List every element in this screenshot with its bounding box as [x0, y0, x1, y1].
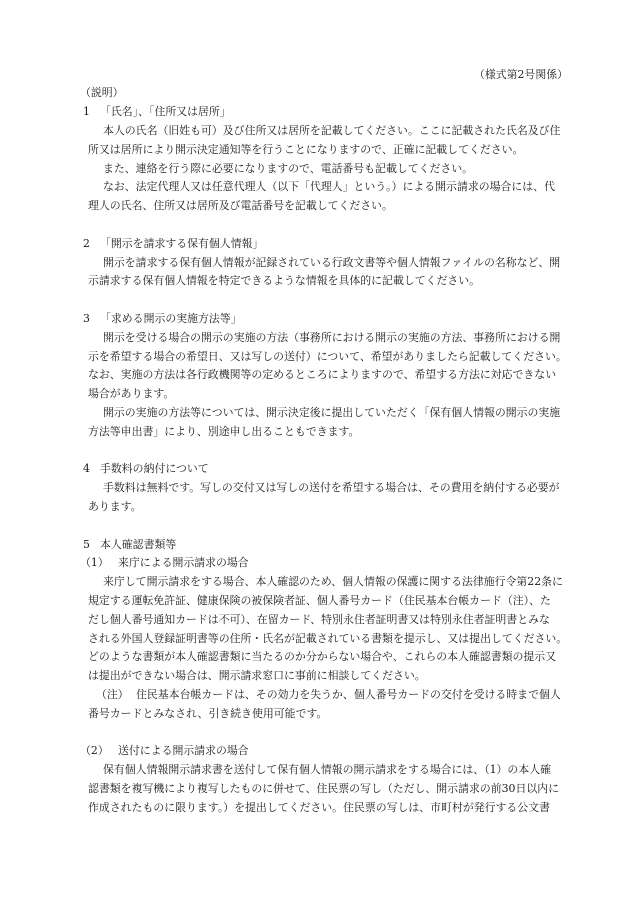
subsection-number: （2）: [80, 744, 109, 758]
paragraph-line: あります。: [88, 499, 142, 513]
subsection-number: （1）: [80, 556, 109, 570]
section-title: 手数料の納付について: [100, 462, 209, 476]
section-number: 4: [83, 462, 90, 476]
section-number: 2: [83, 236, 90, 250]
paragraph-line: 本人の氏名（旧姓も可）及び住所又は居所を記載してください。ここに記載された氏名及び住: [103, 123, 561, 137]
paragraph-line: 手数料は無料です。写しの交付又は写しの送付を希望する場合は、その費用を納付する必要が: [103, 481, 560, 495]
paragraph-line: 方法等申出書」により、別途申し出ることもできます。: [88, 424, 360, 438]
paragraph-line: 規定する運転免許証、健康保険の被保険者証、個人番号カード（住民基本台帳カード（注）、た: [88, 593, 551, 607]
section-number: 3: [83, 311, 90, 325]
paragraph-line: どのような書類が本人確認書類に当たるのか分からない場合や、これらの本人確認書類の提示又: [88, 650, 557, 664]
paragraph-line: 理人の氏名、住所又は居所及び電話番号を記載してください。: [88, 199, 393, 213]
note-text: 住民基本台帳カードは、その効力を失うか、個人番号カードの交付を受ける時まで個人: [136, 687, 561, 701]
section-4-heading: [0, 460, 630, 479]
form-reference: （様式第2号関係）: [473, 67, 568, 81]
section-number: 1: [83, 105, 90, 119]
section-title: 本人確認書類等: [100, 537, 177, 551]
note-line: 番号カードとみなされ、引き続き使用可能です。: [88, 706, 328, 720]
paragraph-line: 所又は居所により開示決定通知等を行うことになりますので、正確に記載してください。: [88, 142, 524, 156]
paragraph-line: 開示を受ける場合の開示の実施の方法（事務所における開示の実施の方法、事務所における開: [103, 330, 561, 344]
paragraph-line: 示請求する保有個人情報を特定できるような情報を具体的に記載してください。: [88, 274, 481, 288]
paragraph-line: 示を希望する場合の希望日、又は写しの送付）について、希望がありましたら記載してください。: [88, 349, 567, 363]
spacer: [0, 442, 630, 461]
section-title: 「開示を請求する保有個人情報」: [100, 236, 264, 250]
spacer: [0, 291, 630, 310]
paragraph-line: 場合があります。: [88, 387, 175, 401]
note-line: [0, 686, 630, 705]
subsection-2-heading: [0, 742, 630, 761]
paragraph-line: また、連絡を行う際に必要になりますので、電話番号も記載してください。: [103, 161, 474, 175]
paragraph-line: 開示を請求する保有個人情報が記録されている行政文書等や個人情報ファイルの名称など、開: [103, 255, 561, 269]
paragraph-line: 開示の実施の方法等については、開示決定後に提出していただく「保有個人情報の開示の実施: [103, 405, 561, 419]
note-label: （注）: [96, 687, 129, 701]
paragraph-line: は提出ができない場合は、開示請求窓口に事前に相談してください。: [88, 669, 426, 683]
explanation-label: （説明）: [80, 86, 124, 100]
paragraph-line: だし個人番号通知カードは不可）、在留カード、特別永住者証明書又は特別永住者証明書とみな: [88, 612, 550, 626]
section-1-heading: [0, 103, 630, 122]
paragraph-line: 来庁して開示請求をする場合、本人確認のため、個人情報の保護に関する法律施行令第22条に: [103, 575, 563, 589]
paragraph-line: なお、実施の方法は各行政機関等の定めるところによりますので、希望する方法に対応できない: [88, 368, 557, 382]
section-number: 5: [83, 537, 90, 551]
paragraph-line: される外国人登録証明書等の住所・氏名が記載されている書類を提示し、又は提出してください。: [88, 631, 568, 645]
document-page: [0, 66, 630, 818]
paragraph-line: 作成されたものに限ります。）を提出してください。住民票の写しは、市町村が発行する公文書: [88, 800, 550, 814]
subsection-title: 送付による開示請求の場合: [118, 744, 249, 758]
spacer: [0, 216, 630, 235]
paragraph-line: 認書類を複写機により複写したものに併せて、住民票の写し（ただし、開示請求の前30日以内に: [88, 781, 560, 795]
section-3-heading: [0, 310, 630, 329]
section-2-heading: [0, 235, 630, 254]
spacer: [0, 517, 630, 536]
section-title: 「求める開示の実施方法等」: [100, 311, 242, 325]
subsection-1-heading: [0, 554, 630, 573]
spacer: [0, 723, 630, 742]
section-5-heading: [0, 536, 630, 555]
paragraph-line: なお、法定代理人又は任意代理人（以下「代理人」という。）による開示請求の場合には、代: [103, 180, 555, 194]
section-title: 「氏名」、「住所又は居所」: [100, 105, 231, 119]
paragraph-line: 保有個人情報開示請求書を送付して保有個人情報の開示請求をする場合には、（1）の本人確: [103, 763, 551, 777]
subsection-title: 来庁による開示請求の場合: [118, 556, 249, 570]
